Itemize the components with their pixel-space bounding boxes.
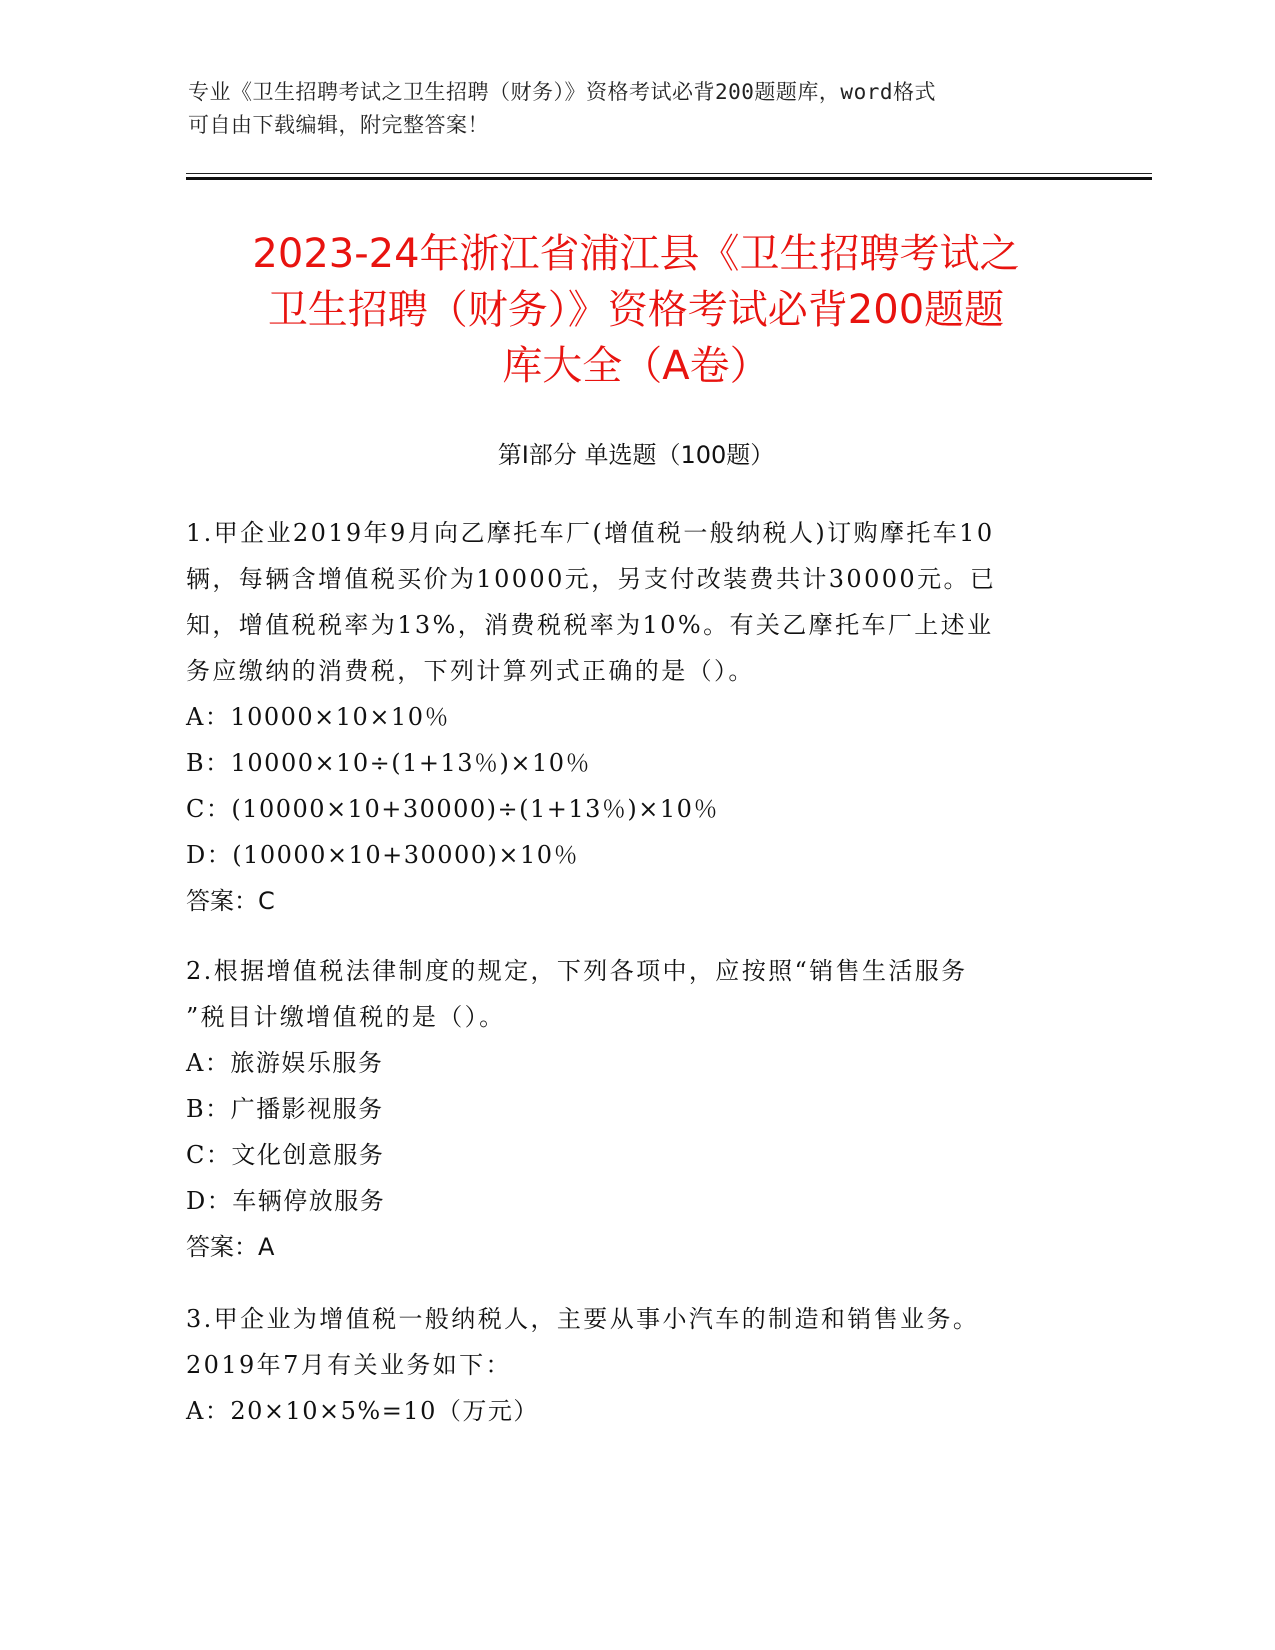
question-1-stem-line2: 辆，每辆含增值税买价为10000元，另支付改装费共计30000元。已 — [186, 565, 997, 593]
question-3-stem-line2: 2019年7月有关业务如下： — [186, 1351, 512, 1379]
question-1-stem-line4: 务应缴纳的消费税，下列计算列式正确的是（）。 — [186, 657, 755, 685]
document-title-line2: 卫生招聘（财务）》资格考试必背200题题 — [267, 287, 1005, 333]
section-heading: 第Ⅰ部分 单选题（100题） — [497, 441, 775, 469]
document-title — [186, 226, 1086, 394]
question-3 — [186, 1296, 1086, 1434]
question-2-answer: 答案：A — [186, 1233, 275, 1261]
question-3-stem-line1: 3.甲企业为增值税一般纳税人，主要从事小汽车的制造和销售业务。 — [186, 1305, 980, 1333]
question-1-stem-line3: 知，增值税税率为13%，消费税税率为10%。有关乙摩托车厂上述业 — [186, 611, 994, 639]
header-note-line1: 专业《卫生招聘考试之卫生招聘（财务）》资格考试必背200题题库，word格式 — [188, 80, 936, 104]
question-2-option-a: A：旅游娱乐服务 — [186, 1049, 384, 1077]
question-1-stem-line1: 1.甲企业2019年9月向乙摩托车厂(增值税一般纳税人)订购摩托车10 — [186, 519, 995, 547]
question-3-option-a: A：20×10×5%=10（万元） — [186, 1397, 539, 1425]
question-2-option-b: B：广播影视服务 — [186, 1095, 384, 1123]
question-1-option-c: C：(10000×10+30000)÷(1+13％)×10％ — [186, 795, 719, 823]
header-note-line2: 可自由下载编辑，附完整答案！ — [188, 113, 489, 137]
question-1-answer: 答案：C — [186, 887, 275, 915]
question-2-stem-line1: 2.根据增值税法律制度的规定，下列各项中，应按照“销售生活服务 — [186, 957, 968, 985]
question-1 — [186, 510, 1086, 924]
question-2-stem-line2: ”税目计缴增值税的是（）。 — [186, 1003, 506, 1031]
question-2 — [186, 948, 1086, 1270]
question-1-option-d: D：(10000×10+30000)×10％ — [186, 841, 580, 869]
document-title-line1: 2023-24年浙江省浦江县《卫生招聘考试之 — [252, 231, 1020, 277]
document-title-line3: 库大全（A卷） — [502, 343, 770, 389]
question-1-option-a: A：10000×10×10％ — [186, 703, 450, 731]
header-divider-thin — [186, 173, 1152, 174]
header-divider-thick — [186, 177, 1152, 180]
question-2-option-c: C：文化创意服务 — [186, 1141, 385, 1169]
question-2-option-d: D：车辆停放服务 — [186, 1187, 386, 1215]
header-note — [188, 76, 1088, 142]
question-1-option-b: B：10000×10÷(1+13％)×10％ — [186, 749, 592, 777]
